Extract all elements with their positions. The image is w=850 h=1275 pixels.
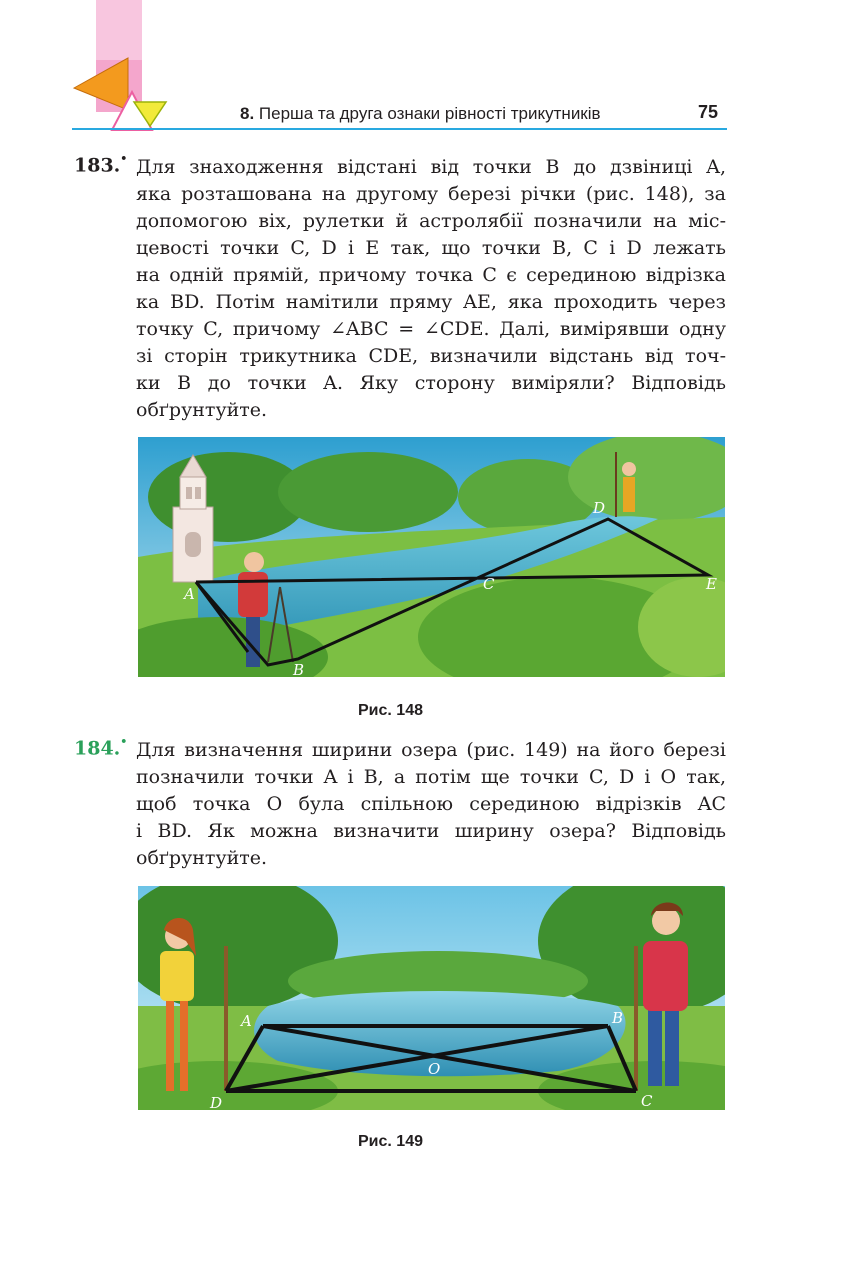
problem-184-line: обґрунтуйте. [136,847,268,869]
point-b-label: B [293,661,305,677]
problem-183-line: Для знаходження відстані від точки B до дзвіниці A, [136,156,726,178]
point-d-label: D [593,499,606,517]
section-title: Перша та друга ознаки рівності трикутників [258,104,601,123]
problem-183-line: зі сторін трикутника CDE, визначили відстань від точ- [136,345,726,367]
page-number: 75 [698,102,719,122]
point-o-label: O [428,1060,441,1078]
problem-184-line: позначили точки A і B, а потім ще точки C, D і O так, [136,766,726,788]
problem-183-line: допомогою віх, рулетки й астролябії позначили на міс- [136,210,726,232]
chapter-logo [70,0,170,135]
figure-149-illustration [138,886,725,1110]
figure-149 [138,886,725,1110]
figure-148-caption: Рис. 148 [358,702,423,719]
header-rule [72,128,727,130]
point-b-label: B [612,1009,624,1027]
problem-183-number: 183.• [74,152,128,177]
figure-149-caption: Рис. 149 [358,1133,423,1150]
figure-148-illustration [138,437,725,677]
problem-184 [74,737,726,872]
problem-183-line: ка BD. Потім намітили пряму AE, яка проходить через [136,291,726,313]
problem-184-line: щоб точка O була спільною серединою відрізків AC [136,793,726,815]
problem-183-line: яка розташована на другому березі річки (рис. 148), за [136,183,726,205]
point-e-label: E [706,575,717,593]
figure-148 [138,437,725,677]
point-a-label: A [184,585,195,603]
problem-184-number: 184.• [74,735,128,760]
problem-183 [74,154,726,424]
problem-183-line: точку C, причому ∠ABC = ∠CDE. Далі, вимірявши одну [136,318,726,340]
problem-184-line: Для визначення ширини озера (рис. 149) на його березі [136,739,726,761]
point-c-label: C [641,1092,653,1110]
point-c-label: C [483,575,495,593]
point-a-label: A [241,1012,252,1030]
problem-183-text [136,154,726,424]
problem-184-text [136,737,726,872]
problem-183-line: на одній прямій, причому точка C є серединою відрізка [136,264,726,286]
section-number: 8. [240,104,255,123]
problem-184-line: і BD. Як можна визначити ширину озера? Відповідь [136,820,726,842]
section-header [240,104,601,124]
problem-183-line: обґрунтуйте. [136,399,268,421]
point-d-label: D [210,1094,223,1110]
problem-183-line: цевості точки C, D і E так, що точки B, C і D лежать [136,237,726,259]
problem-183-line: ки B до точки A. Яку сторону виміряли? Відповідь [136,372,726,394]
